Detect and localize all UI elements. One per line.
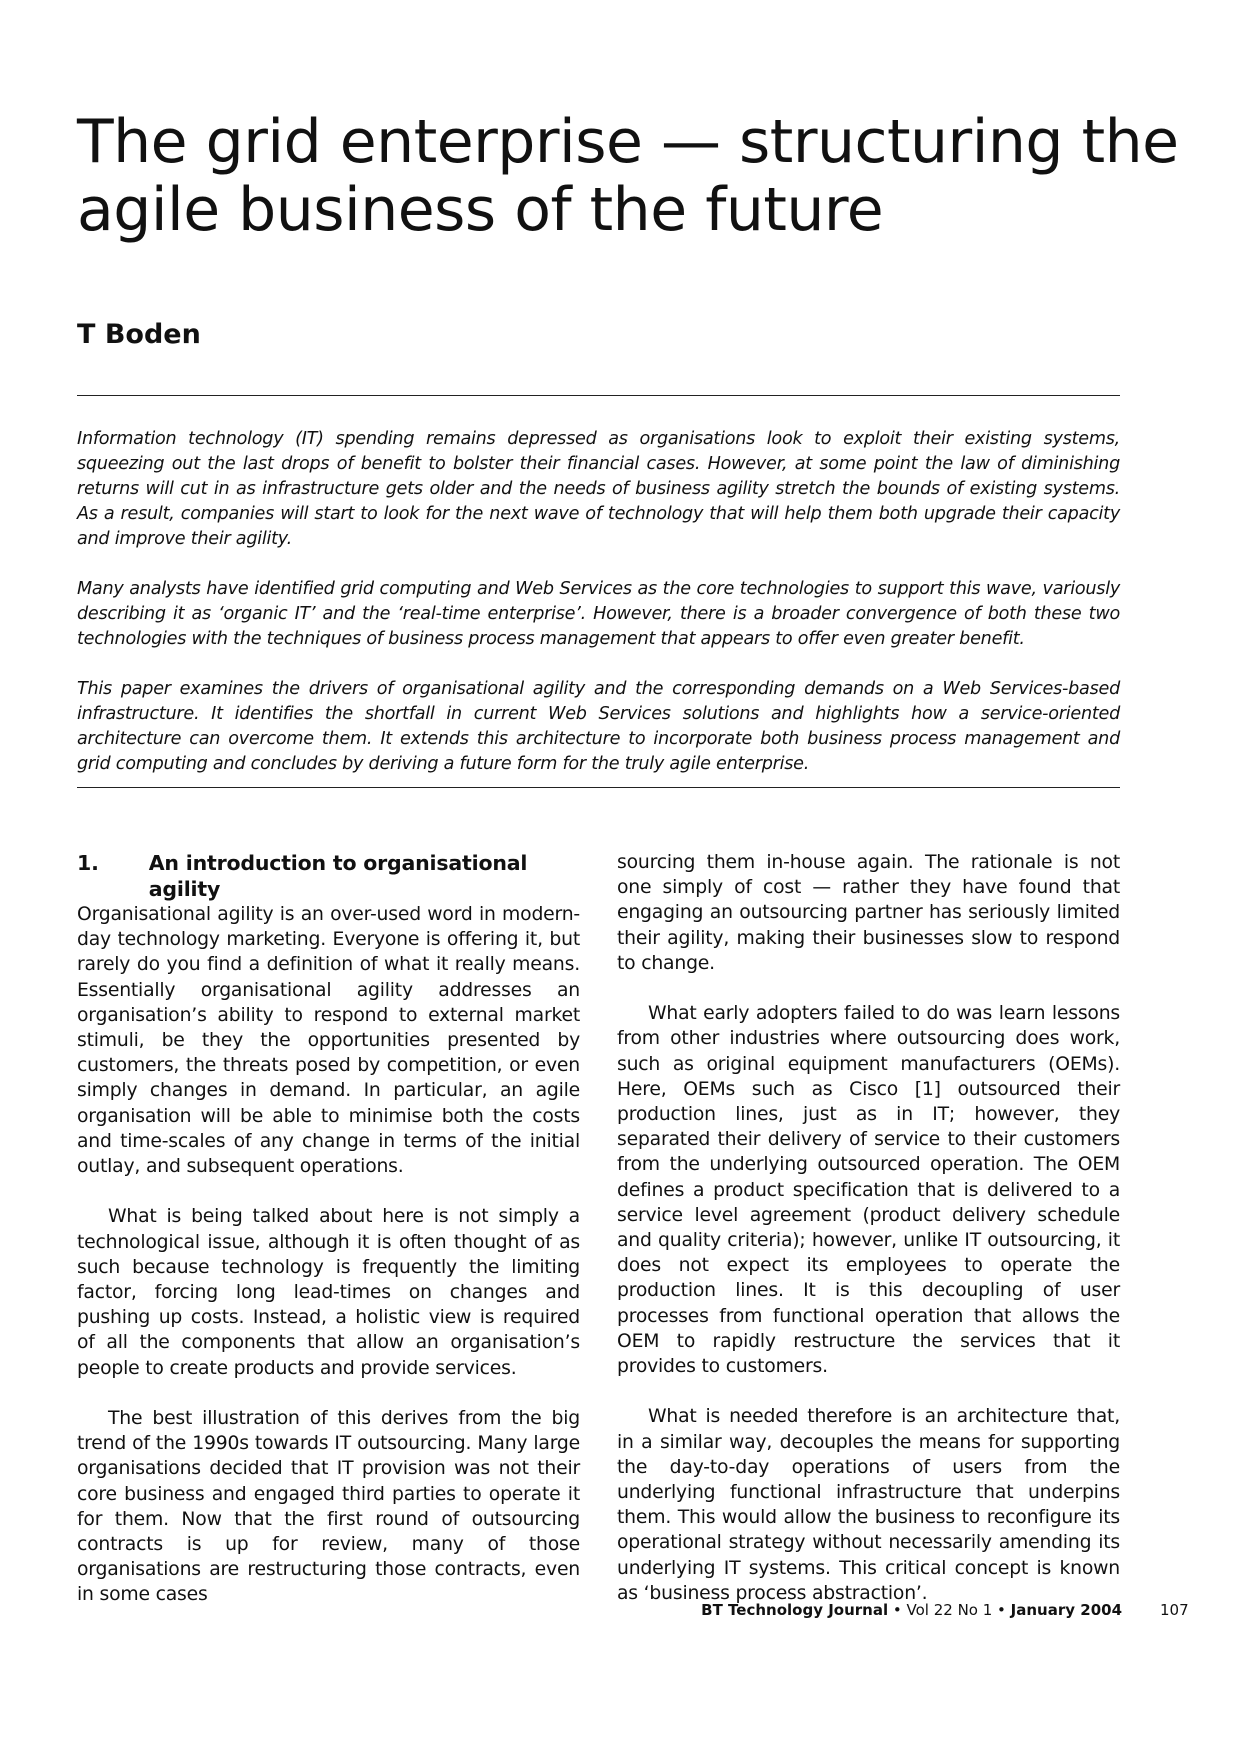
- page-number: 107: [1160, 1601, 1189, 1619]
- body-paragraph: What early adopters failed to do was learn lessons from other industries where outsourcing does work, such as original equipment manufacturers (OEMs). Here, OEMs such as Cisco [1] outsourced their production lines, just as in IT; however, they separated their delivery of service to their customers from the underlying outsourced operation. The OEM defines a product specification that is delivered to a service level agreement (product delivery schedule and quality criteria); however, unlike IT outsourcing, it does not expect its employees to operate the production lines. It is this decoupling of user processes from functional operation that allows the OEM to rapidly restructure the services that it provides to customers.: [617, 1003, 1120, 1378]
- section-title: An introduction to organisational agility: [148, 851, 528, 901]
- bottom-divider: [77, 787, 1120, 788]
- section-number: 1.: [77, 851, 99, 875]
- body-paragraph: What is being talked about here is not simply a technological issue, although it is often thought of as such because technology is frequently the limiting factor, forcing long lead-times on changes and pushing up costs. Instead, a holistic view is required of all the components that allow an organisation’s people to create products and provide services.: [77, 1206, 580, 1379]
- paper-title: [77, 107, 1179, 245]
- footer-separator: •: [992, 1601, 1011, 1619]
- journal-volume: Vol 22 No 1: [906, 1601, 993, 1619]
- title-line-2: agile business of the future: [77, 175, 884, 245]
- body-paragraph: Organisational agility is an over-used word in modern-day technology marketing. Everyone is offering it, but rarely do you find a definition of what it really means. Essentially organisational agility addresses an organisation’s ability to respond to external market stimuli, be they the opportunities presented by customers, the threats posed by competition, or even simply changes in demand. In particular, an agile organisation will be able to minimise both the costs and time-scales of any change in terms of the initial outlay, and subsequent operations.: [77, 904, 580, 1178]
- abstract-paragraph: Many analysts have identified grid computing and Web Services as the core technologies to support this wave, variously describing it as ‘organic IT’ and the ‘real-time enterprise’. However, there is a broader convergence of both these two technologies with the techniques of business process management that appears to offer even greater benefit.: [77, 579, 1120, 649]
- journal-footer: [701, 1600, 1122, 1620]
- abstract-paragraph: Information technology (IT) spending remains depressed as organisations look to exploit their existing systems, squeezing out the last drops of benefit to bolster their financial cases. However, at some point the law of diminishing returns will cut in as infrastructure gets older and the needs of business agility stretch the bounds of existing systems. As a result, companies will start to look for the next wave of technology that will help them both upgrade their capacity and improve their agility.: [77, 429, 1120, 549]
- journal-date: January 2004: [1010, 1601, 1122, 1619]
- footer-separator: •: [888, 1601, 907, 1619]
- journal-name: BT Technology Journal: [701, 1601, 889, 1619]
- section-heading: [77, 850, 580, 902]
- body-paragraph: The best illustration of this derives from the big trend of the 1990s towards IT outsourcing. Many large organisations decided that IT provision was not their core business and engaged third parties to operate it for them. Now that the first round of outsourcing contracts is up for review, many of those organisations are restructuring those contracts, even in some cases: [77, 1408, 580, 1606]
- abstract: [77, 427, 1120, 802]
- top-divider: [77, 395, 1120, 396]
- body-paragraph: What is needed therefore is an architecture that, in a similar way, decouples the means for supporting the day-to-day operations of users from the underlying functional infrastructure that underpins them. This would allow the business to reconfigure its operational strategy without necessarily amending its underlying IT systems. This critical concept is known as ‘business process abstraction’.: [617, 1406, 1120, 1604]
- right-column: [617, 850, 1120, 1631]
- abstract-paragraph: This paper examines the drivers of organisational agility and the corresponding demands on a Web Services-based infrastructure. It identifies the shortfall in current Web Services solutions and highlights how a service-oriented architecture can overcome them. It extends this architecture to incorporate both business process management and grid computing and concludes by deriving a future form for the truly agile enterprise.: [77, 679, 1120, 774]
- body-paragraph: sourcing them in-house again. The rationale is not one simply of cost — rather they have found that engaging an outsourcing partner has seriously limited their agility, making their businesses slow to respond to change.: [617, 852, 1120, 974]
- author-name: T Boden: [77, 319, 201, 350]
- title-line-1: The grid enterprise — structuring the: [77, 107, 1179, 177]
- left-column: [77, 850, 580, 1633]
